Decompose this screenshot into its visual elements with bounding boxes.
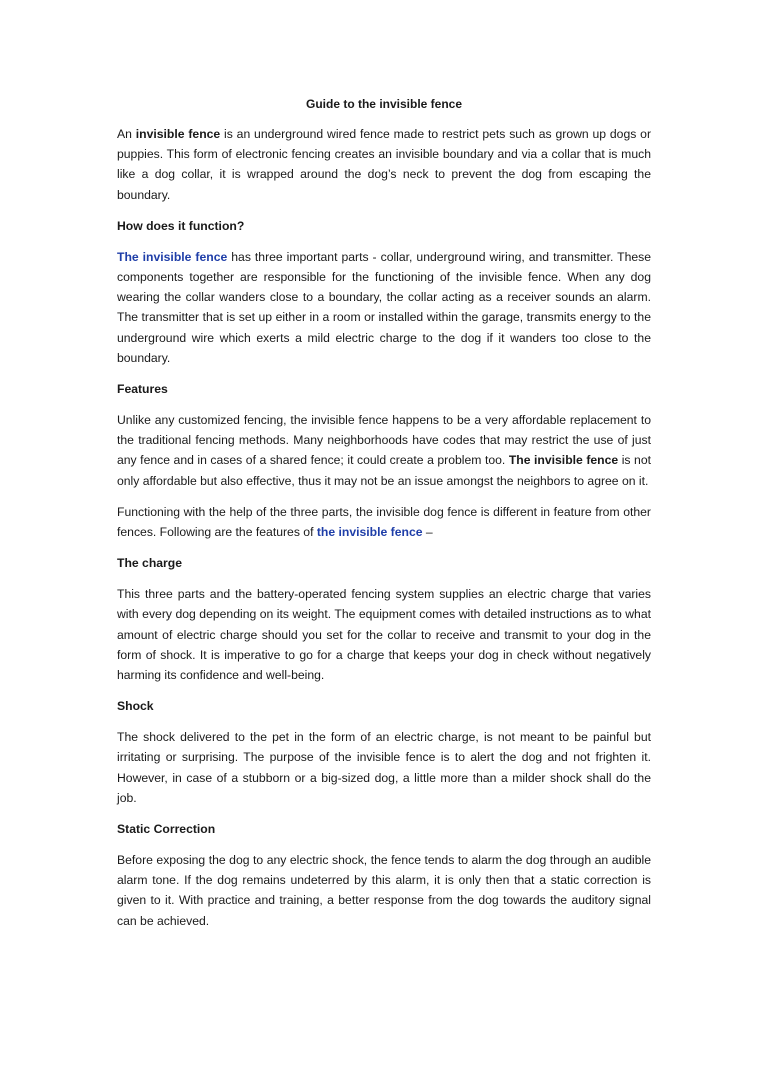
intro-text-rest: is an underground wired fence made to restrict pets such as grown up dogs or puppies. This form of electronic fencing creates an invisible boundary and via a collar that is much like a dog collar, it is wrapped around the dog’s neck to prevent the dog from escaping the boundary. — [117, 127, 652, 202]
invisible-fence-link[interactable]: The invisible fence — [117, 249, 228, 264]
features-text-2c: – — [422, 525, 433, 540]
features-text-2a: Functioning with the help of the three parts, the invisible dog fence is different in feature from other fences. Following are the features of — [117, 504, 651, 540]
heading-features: Features — [117, 382, 168, 397]
shock-paragraph: The shock delivered to the pet in the form of an electric charge, is not meant to be painful but irritating or surprising. The purpose of the invisible fence is to alert the dog and not frighten it. However, in case of a stubborn or a big-sized dog, a little more than a milder shock shall do the job. — [117, 730, 651, 805]
features-paragraph-2 — [117, 502, 651, 542]
page-title: Guide to the invisible fence — [305, 97, 463, 111]
intro-text-start: An — [117, 127, 136, 141]
intro-paragraph — [117, 124, 651, 205]
features-text-c: is not only affordable but also effective, thus it may not be an issue amongst the neighbors to agree on it. — [117, 453, 652, 488]
heading-the-charge: The charge — [117, 556, 183, 571]
features-text-a: Unlike any customized fencing, the invisible fence happens to be a very affordable replacement to the traditional fencing methods. Many neighborhoods have codes that may restrict the use of just any fence and in cases of a shared fence; it could create a problem too. — [117, 413, 651, 468]
heading-how-it-functions: How does it function? — [117, 218, 245, 233]
heading-static-correction: Static Correction — [117, 822, 216, 837]
charge-paragraph: This three parts and the battery-operated fencing system supplies an electric charge that varies with every dog depending on its weight. The equipment comes with detailed instructions as to what amount of electric charge should you set for the collar to receive and transmit to your dog in the form of shock. It is imperative to go for a charge that keeps your dog in check without negatively harming its confidence and well-being. — [117, 587, 651, 683]
features-invisible-fence-link[interactable]: the invisible fence — [316, 525, 423, 540]
function-text: has three important parts - collar, underground wiring, and transmitter. These components together are responsible for the functioning of the invisible fence. When any dog wearing the collar wanders close to a boundary, the collar acting as a receiver sounds an alarm. The transmitter that is set up either in a room or installed within the garage, transmits energy to the underground wire which exerts a mild electric charge to the dog if it wanders too close to the boundary. — [117, 249, 651, 365]
function-paragraph — [117, 247, 651, 368]
intro-bold-term: invisible fence — [135, 127, 221, 141]
heading-shock: Shock — [117, 699, 154, 714]
features-paragraph-1 — [117, 410, 651, 491]
static-correction-paragraph: Before exposing the dog to any electric shock, the fence tends to alarm the dog through an audible alarm tone. If the dog remains undeterred by this alarm, it is only then that a static correction is given to it. With practice and training, a better response from the dog towards the auditory signal can be achieved. — [117, 853, 651, 928]
features-bold-term: The invisible fence — [508, 453, 619, 468]
